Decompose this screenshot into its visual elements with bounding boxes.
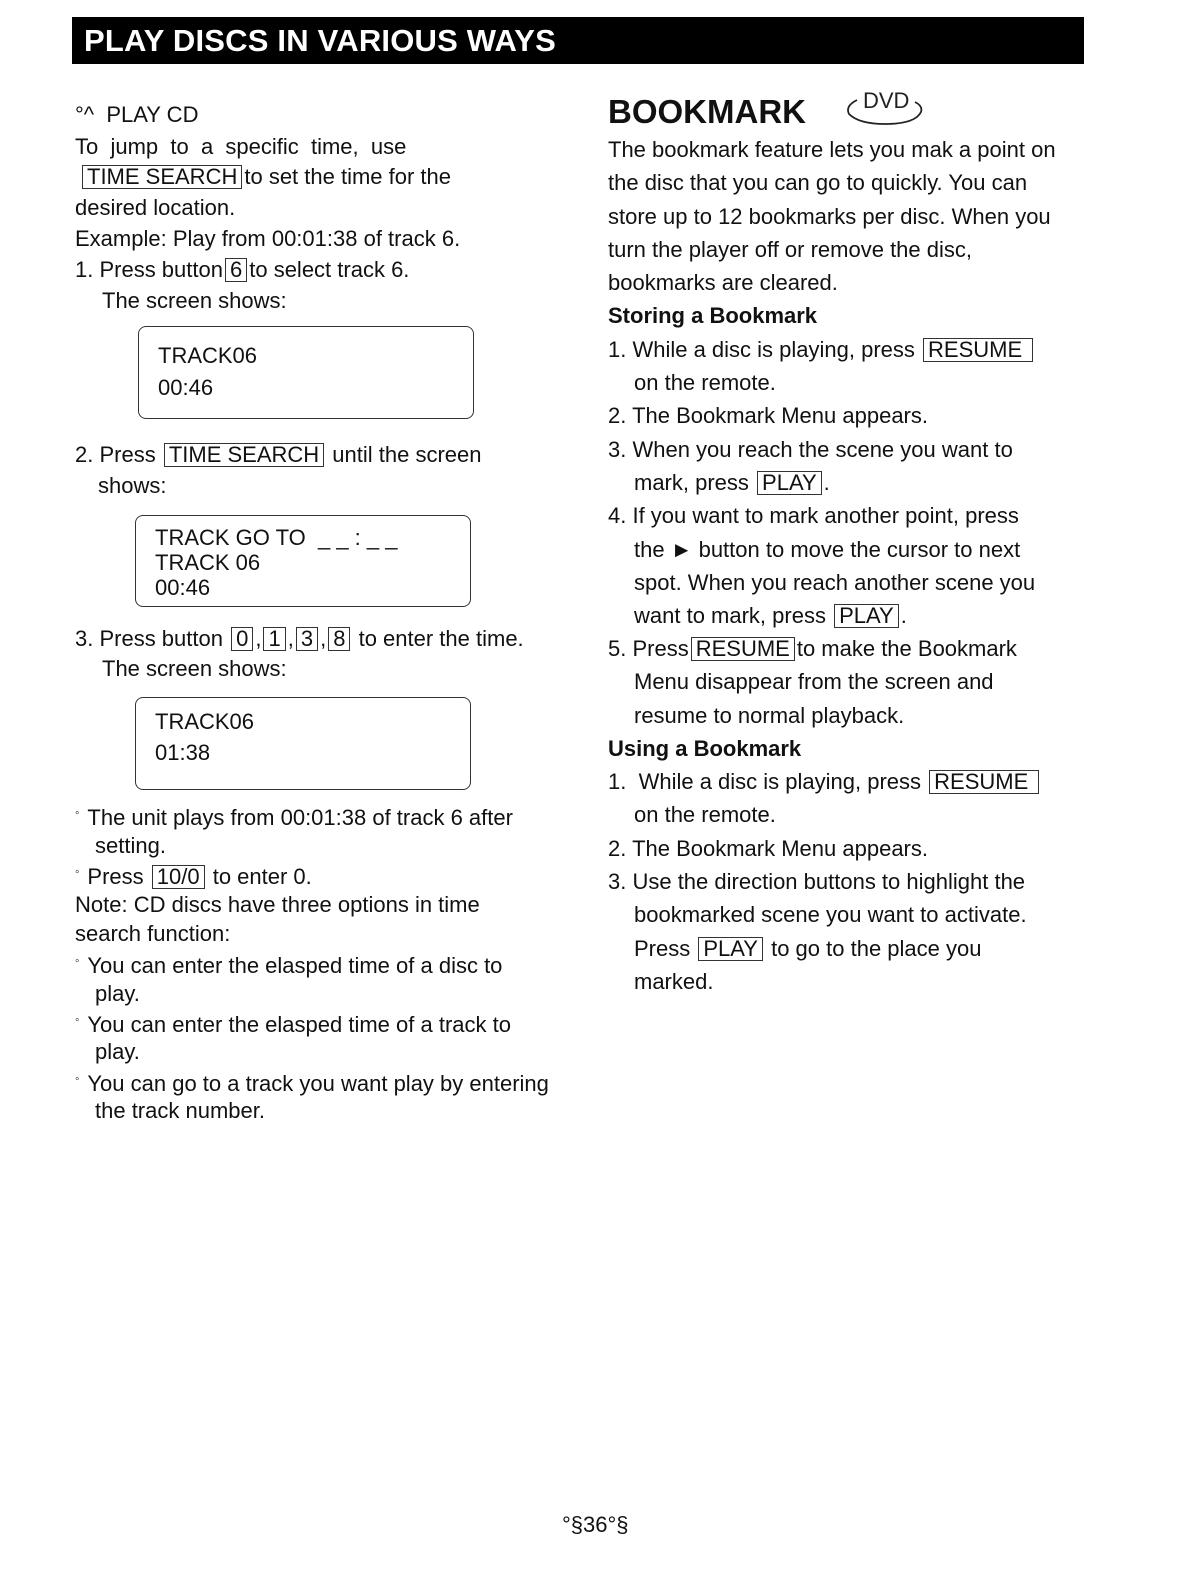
text-line (608, 237, 972, 263)
text-segment: You can go to a track you want play by entering (87, 1071, 549, 1096)
text-line (634, 603, 907, 629)
text-line (634, 537, 1020, 563)
text-segment: Press (87, 864, 150, 889)
dvd-disc-icon (843, 86, 923, 128)
remote-button-label: RESUME (929, 770, 1039, 794)
text-segment: 1. Press button (75, 257, 223, 282)
text-line (608, 337, 1035, 363)
text-segment: resume to normal playback. (634, 703, 905, 728)
text-segment: marked. (634, 969, 714, 994)
text-line (75, 892, 480, 918)
text-segment: to go to the place you (764, 936, 982, 961)
text-segment: bookmarked scene you want to activate. (634, 902, 1027, 927)
text-line (98, 473, 166, 499)
text-segment: to select track 6. (249, 257, 410, 282)
text-line (608, 204, 1051, 230)
subheading (608, 736, 801, 762)
text-line (634, 969, 713, 995)
remote-button-label: 10/0 (152, 865, 205, 889)
section-header-bar (72, 17, 1084, 64)
text-line (608, 137, 1056, 163)
text-line (95, 981, 140, 1007)
text-line (102, 656, 287, 682)
text-segment: to set the time for the (244, 164, 452, 189)
text-line (634, 902, 1027, 928)
dvd-badge-label: DVD (863, 88, 910, 113)
text-line (75, 1010, 511, 1038)
text-segment: °^ PLAY CD (75, 102, 199, 127)
text-segment: Menu disappear from the screen and (634, 669, 994, 694)
bullet-icon: ° (75, 1017, 80, 1029)
text-line (75, 257, 409, 283)
text-line (634, 570, 1035, 596)
screen-text: 00:46 (155, 575, 211, 600)
remote-button-label: 3 (296, 627, 318, 651)
text-segment: the ► button to move the cursor to next (634, 537, 1021, 562)
text-line (608, 437, 1013, 463)
text-line (608, 869, 1025, 895)
screen-text: TRACK 06 (155, 550, 261, 575)
text-segment: 1. While a disc is playing, press (608, 769, 928, 794)
text-line (608, 769, 1041, 795)
remote-button-label: 1 (263, 627, 285, 651)
text-segment: to enter the time. (352, 626, 524, 651)
text-segment: desired location. (75, 195, 236, 220)
bullet-icon: ° (75, 1076, 80, 1088)
screen-text: 00:46 (158, 375, 214, 400)
bullet-icon: ° (75, 869, 80, 881)
text-segment: on the remote. (634, 802, 776, 827)
remote-button-label: RESUME (923, 338, 1033, 362)
text-segment: , (320, 626, 327, 651)
text-segment: the disc that you can go to quickly. You can (608, 170, 1028, 195)
text-segment: Using a Bookmark (608, 736, 802, 761)
remote-button-label: 6 (225, 258, 247, 282)
text-segment: store up to 12 bookmarks per disc. When you (608, 204, 1051, 229)
text-segment: to make the Bookmark (796, 636, 1017, 661)
text-segment: 4. If you want to mark another point, press (608, 503, 1019, 528)
text-segment: want to mark, press (634, 603, 833, 628)
remote-button-label: 0 (231, 627, 253, 651)
text-segment: Press (634, 936, 697, 961)
text-segment: 5. Press (608, 636, 689, 661)
text-line (80, 164, 451, 190)
text-line (75, 134, 406, 160)
text-segment: The screen shows: (102, 288, 287, 313)
screen-text: TRACK06 (158, 343, 258, 368)
text-line (634, 936, 981, 962)
text-segment: 3. When you reach the scene you want to (608, 437, 1013, 462)
text-line (608, 270, 838, 296)
text-segment: The bookmark feature lets you mak a point on (608, 137, 1056, 162)
text-segment: Note: CD discs have three options in time (75, 892, 480, 917)
text-line (75, 921, 230, 947)
bookmark-heading: BOOKMARK (608, 93, 806, 130)
text-segment: mark, press (634, 470, 756, 495)
text-line (75, 626, 524, 652)
subheading (608, 303, 817, 329)
text-line (608, 403, 928, 429)
text-segment: The screen shows: (102, 656, 287, 681)
text-line (634, 802, 776, 828)
text-segment: Example: Play from 00:01:38 of track 6. (75, 226, 461, 251)
text-segment: 1. While a disc is playing, press (608, 337, 922, 362)
text-segment: 2. The Bookmark Menu appears. (608, 403, 928, 428)
text-line (75, 195, 235, 221)
text-segment: search function: (75, 921, 231, 946)
text-line (75, 862, 312, 890)
text-line (102, 288, 287, 314)
bullet-icon: ° (75, 958, 80, 970)
text-segment: You can enter the elasped time of a disc to (87, 953, 503, 978)
text-line (75, 102, 198, 128)
remote-button-label: PLAY (698, 937, 763, 961)
text-segment: To jump to a specific time, use (75, 134, 407, 159)
remote-button-label: PLAY (757, 471, 822, 495)
screen-text: TRACK GO TO _ _ : _ _ (155, 525, 398, 550)
text-line (634, 669, 994, 695)
text-segment: , (255, 626, 262, 651)
screen-text: 01:38 (155, 740, 211, 765)
remote-button-label: TIME SEARCH (82, 165, 242, 189)
text-line (608, 836, 928, 862)
text-segment: to enter 0. (206, 864, 312, 889)
text-segment: 3. Press button (75, 626, 230, 651)
text-segment: You can enter the elasped time of a track to (87, 1012, 511, 1037)
text-line (75, 1069, 549, 1097)
text-line (608, 503, 1019, 529)
text-line (95, 1039, 140, 1065)
text-segment: the track number. (95, 1098, 265, 1123)
bullet-icon: ° (75, 810, 80, 822)
text-segment: play. (95, 1039, 140, 1064)
text-line (608, 170, 1027, 196)
remote-button-label: TIME SEARCH (164, 443, 324, 467)
text-segment: spot. When you reach another scene you (634, 570, 1036, 595)
text-segment: until the screen (326, 442, 482, 467)
text-segment: 2. The Bookmark Menu appears. (608, 836, 928, 861)
screen-text: TRACK06 (155, 709, 255, 734)
text-line (95, 1098, 265, 1124)
text-segment: 3. Use the direction buttons to highlight the (608, 869, 1026, 894)
text-segment: turn the player off or remove the disc, (608, 237, 972, 262)
text-line (608, 636, 1017, 662)
remote-button-label: 8 (328, 627, 350, 651)
display-screen (138, 326, 474, 419)
text-segment: . (823, 470, 830, 495)
text-line (634, 703, 904, 729)
text-line (634, 470, 830, 496)
text-segment: shows: (98, 473, 167, 498)
text-segment: on the remote. (634, 370, 776, 395)
page-number: °§36°§ (562, 1512, 629, 1537)
text-segment: . (900, 603, 907, 628)
text-segment: Storing a Bookmark (608, 303, 818, 328)
text-line (75, 226, 460, 252)
text-line (75, 803, 513, 831)
text-segment: 2. Press (75, 442, 162, 467)
text-segment: bookmarks are cleared. (608, 270, 838, 295)
text-segment: , (287, 626, 294, 651)
remote-button-label: RESUME (691, 637, 795, 661)
text-segment: play. (95, 981, 140, 1006)
remote-button-label: PLAY (834, 604, 899, 628)
text-line (634, 370, 776, 396)
text-segment: The unit plays from 00:01:38 of track 6 after (87, 805, 513, 830)
text-line (75, 442, 481, 468)
section-title: PLAY DISCS IN VARIOUS WAYS (84, 23, 557, 58)
text-line (95, 833, 166, 859)
text-line (75, 951, 502, 979)
text-segment: setting. (95, 833, 166, 858)
